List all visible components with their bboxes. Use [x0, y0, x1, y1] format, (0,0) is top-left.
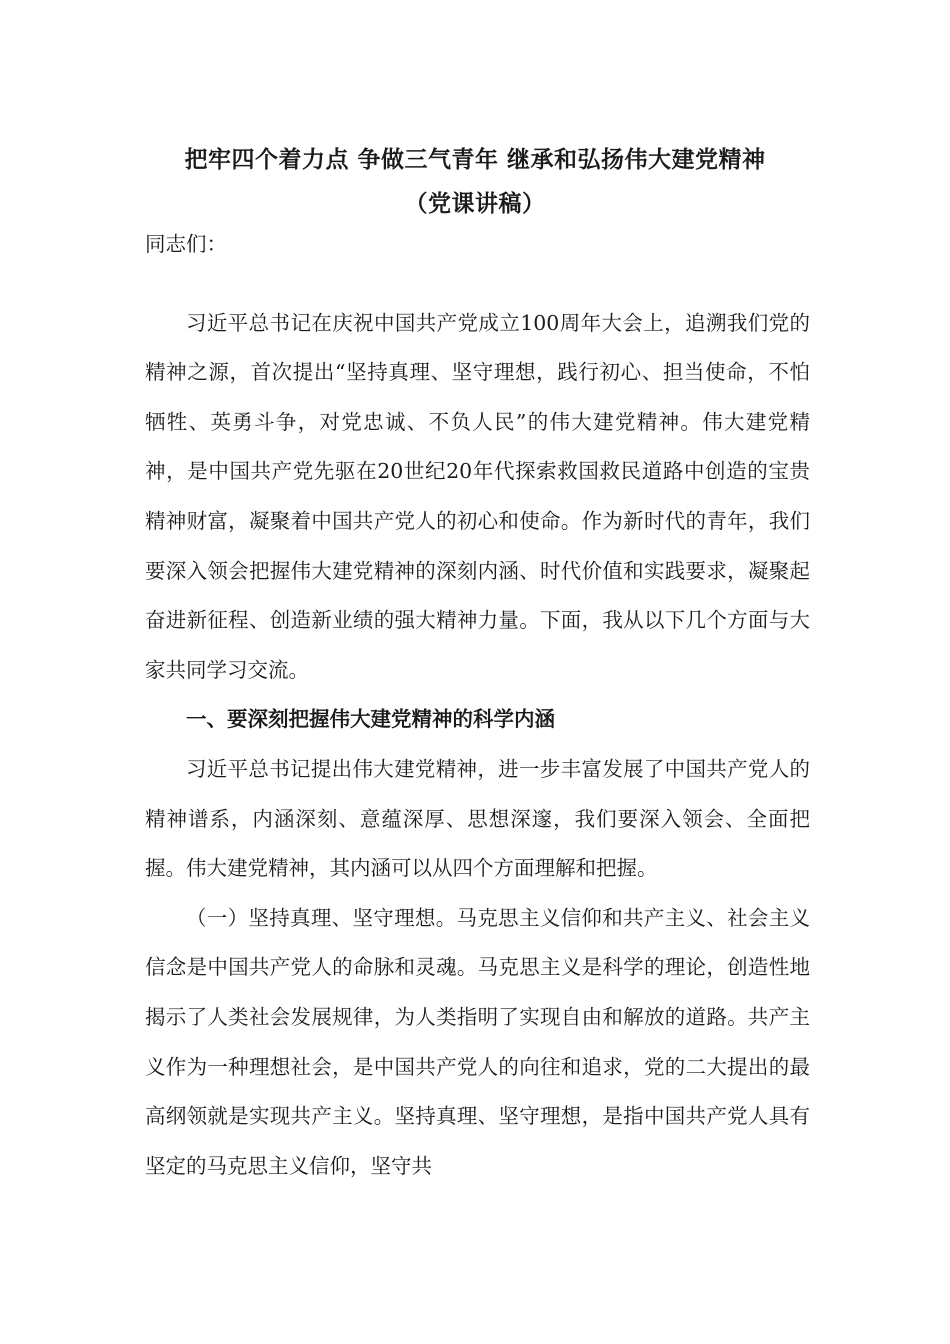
document-body [145, 220, 810, 1191]
section-heading: 一、要深刻把握伟大建党精神的科学内涵 [186, 707, 555, 732]
document-title: 把牢四个着力点 争做三气青年 继承和弘扬伟大建党精神 [184, 147, 766, 173]
paragraph-intro: 习近平总书记在庆祝中国共产党成立100周年大会上，追溯我们党的精神之源，首次提出“坚持真理、坚守理想，践行初心、担当使命，不怕牺牲、英勇斗争，对党忠诚、不负人民”的伟大建党精神。伟大建党精神，是中国共产党先驱在20世纪20年代探索救国救民道路中创造的宝贵精神财富，凝聚着中国共产党人的初心和使命。作为新时代的青年，我们要深入领会把握伟大建党精神的深刻内涵、时代价值和实践要求，凝聚起奋进新征程、创造新业绩的强大精神力量。下面，我从以下几个方面与大家共同学习交流。 [145, 310, 810, 682]
paragraph-point-1: （一）坚持真理、坚守理想。马克思主义信仰和共产主义、社会主义信念是中国共产党人的命脉和灵魂。马克思主义是科学的理论，创造性地揭示了人类社会发展规律，为人类指明了实现自由和解放的道路。共产主义作为一种理想社会，是中国共产党人的向往和追求，党的二大提出的最高纲领就是实现共产主义。坚持真理、坚守理想，是指中国共产党人具有坚定的马克思主义信仰，坚守共 [145, 905, 810, 1178]
salutation: 同志们： [145, 232, 227, 256]
document-subtitle: （党课讲稿） [404, 191, 546, 217]
paragraph-section-intro: 习近平总书记提出伟大建党精神，进一步丰富发展了中国共产党人的精神谱系，内涵深刻、意蕴深厚、思想深邃，我们要深入领会、全面把握。伟大建党精神，其内涵可以从四个方面理解和把握。 [145, 756, 810, 881]
